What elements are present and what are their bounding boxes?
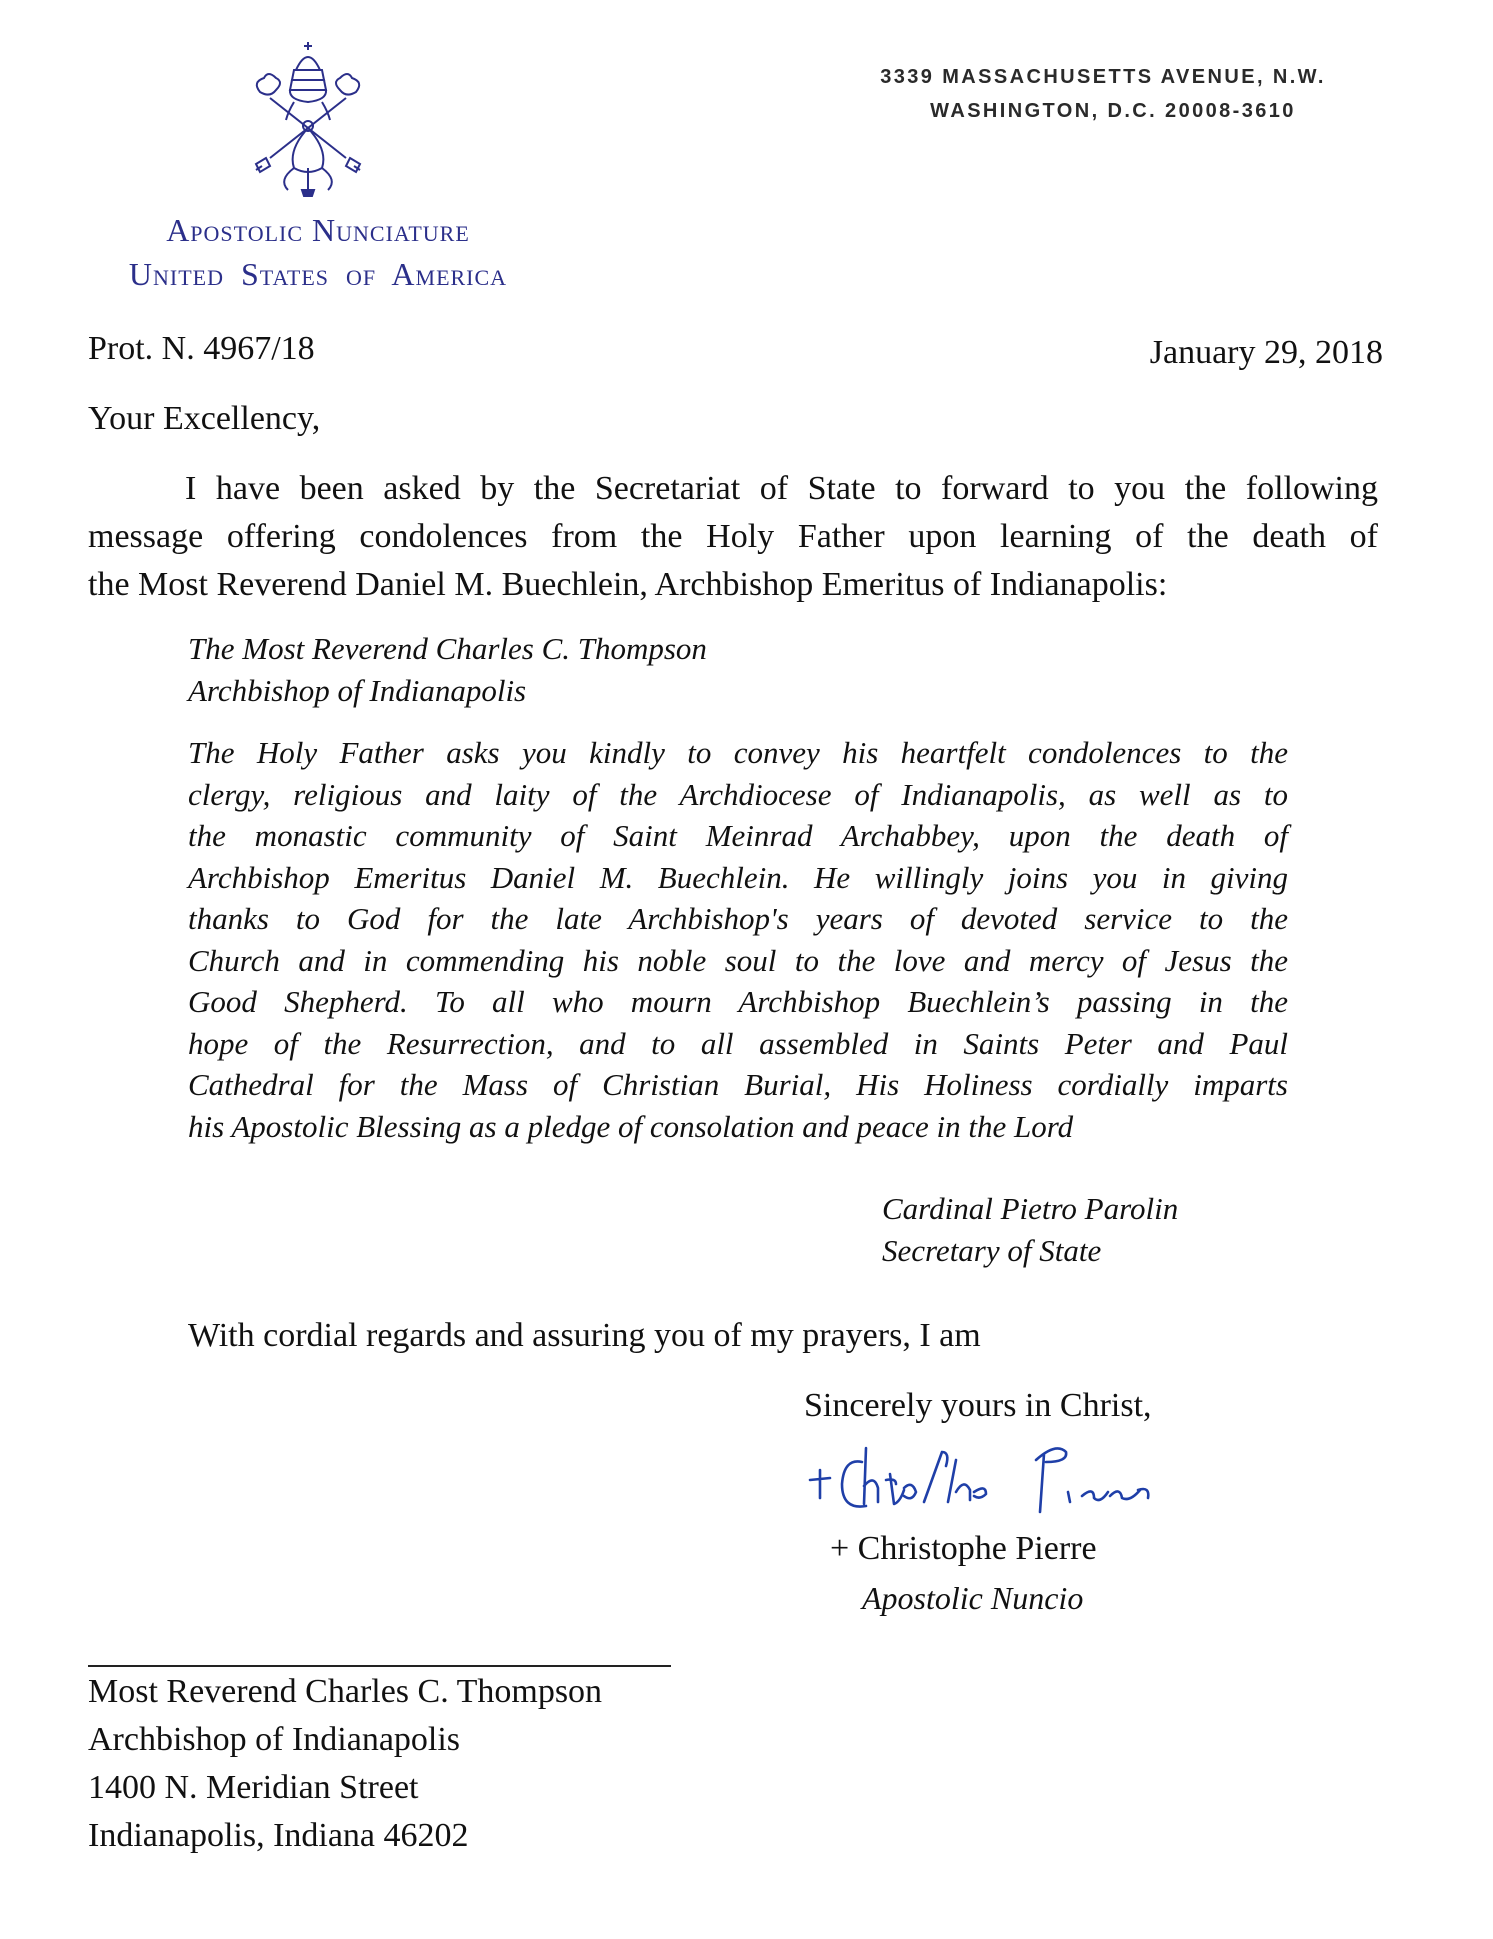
message-line: Archbishop Emeritus Daniel M. Buechlein. He willingly joins you in giving (188, 859, 1288, 895)
protocol-number: Prot. N. 4967/18 (88, 330, 315, 367)
intro-paragraph (88, 465, 1378, 609)
message-line: his Apostolic Blessing as a pledge of consolation and peace in the Lord (188, 1108, 1074, 1144)
signer-title: Apostolic Nuncio (862, 1580, 1084, 1616)
signatory-name: Cardinal Pietro Parolin (882, 1191, 1179, 1226)
recipient-line2: Archbishop of Indianapolis (88, 1721, 461, 1758)
recipient-line4: Indianapolis, Indiana 46202 (88, 1817, 469, 1854)
message-line: the monastic community of Saint Meinrad Archabbey, upon the death of (188, 818, 1288, 853)
message-addressee (188, 628, 707, 712)
signatory-title: Secretary of State (882, 1233, 1102, 1268)
nunciature-line2: United States of America (128, 256, 508, 292)
message-line: Cathedral for the Mass of Christian Burial, His Holiness cordially imparts (188, 1067, 1288, 1102)
intro-line: message offering condolences from the Holy Father upon learning of the death of (88, 518, 1378, 555)
intro-line: the Most Reverend Daniel M. Buechlein, Archbishop Emeritus of Indianapolis: (88, 566, 1168, 603)
letter-date: January 29, 2018 (1149, 334, 1383, 371)
addressee-name: The Most Reverend Charles C. Thompson (188, 631, 707, 666)
condolence-message (188, 732, 1288, 1147)
message-line: Church and in commending his noble soul to the love and mercy of Jesus the (188, 942, 1288, 978)
message-line: clergy, religious and laity of the Archdiocese of Indianapolis, as well as to (188, 776, 1288, 812)
handwritten-signature (800, 1440, 1170, 1530)
salutation: Your Excellency, (88, 400, 321, 437)
recipient-line1: Most Reverend Charles C. Thompson (88, 1673, 603, 1710)
letterhead-address (823, 60, 1383, 128)
message-line: The Holy Father asks you kindly to convey his heartfelt condolences to the (188, 735, 1288, 770)
nunciature-heading (88, 208, 548, 296)
signer-name: + Christophe Pierre (830, 1530, 1097, 1567)
recipient-address-block (88, 1668, 602, 1860)
message-line: thanks to God for the late Archbishop's years of devoted service to the (188, 901, 1288, 936)
message-line: Good Shepherd. To all who mourn Archbishop Buechlein’s passing in the (188, 984, 1288, 1019)
address-line1: 3339 MASSACHUSETTS AVENUE, N.W. (880, 66, 1326, 88)
papal-crest-icon (248, 40, 368, 198)
recipient-line3: 1400 N. Meridian Street (88, 1769, 419, 1806)
address-line2: WASHINGTON, D.C. 20008-3610 (930, 100, 1296, 122)
divider-rule (88, 1665, 671, 1667)
valediction: Sincerely yours in Christ, (804, 1387, 1152, 1424)
addressee-title: Archbishop of Indianapolis (188, 673, 527, 708)
nunciature-line1: Apostolic Nunciature (166, 212, 470, 248)
intro-line: I have been asked by the Secretariat of State to forward to you the following (185, 470, 1378, 507)
message-signatory (882, 1188, 1178, 1272)
message-line: hope of the Resurrection, and to all assembled in Saints Peter and Paul (188, 1025, 1288, 1061)
closing-line: With cordial regards and assuring you of my prayers, I am (188, 1317, 981, 1354)
